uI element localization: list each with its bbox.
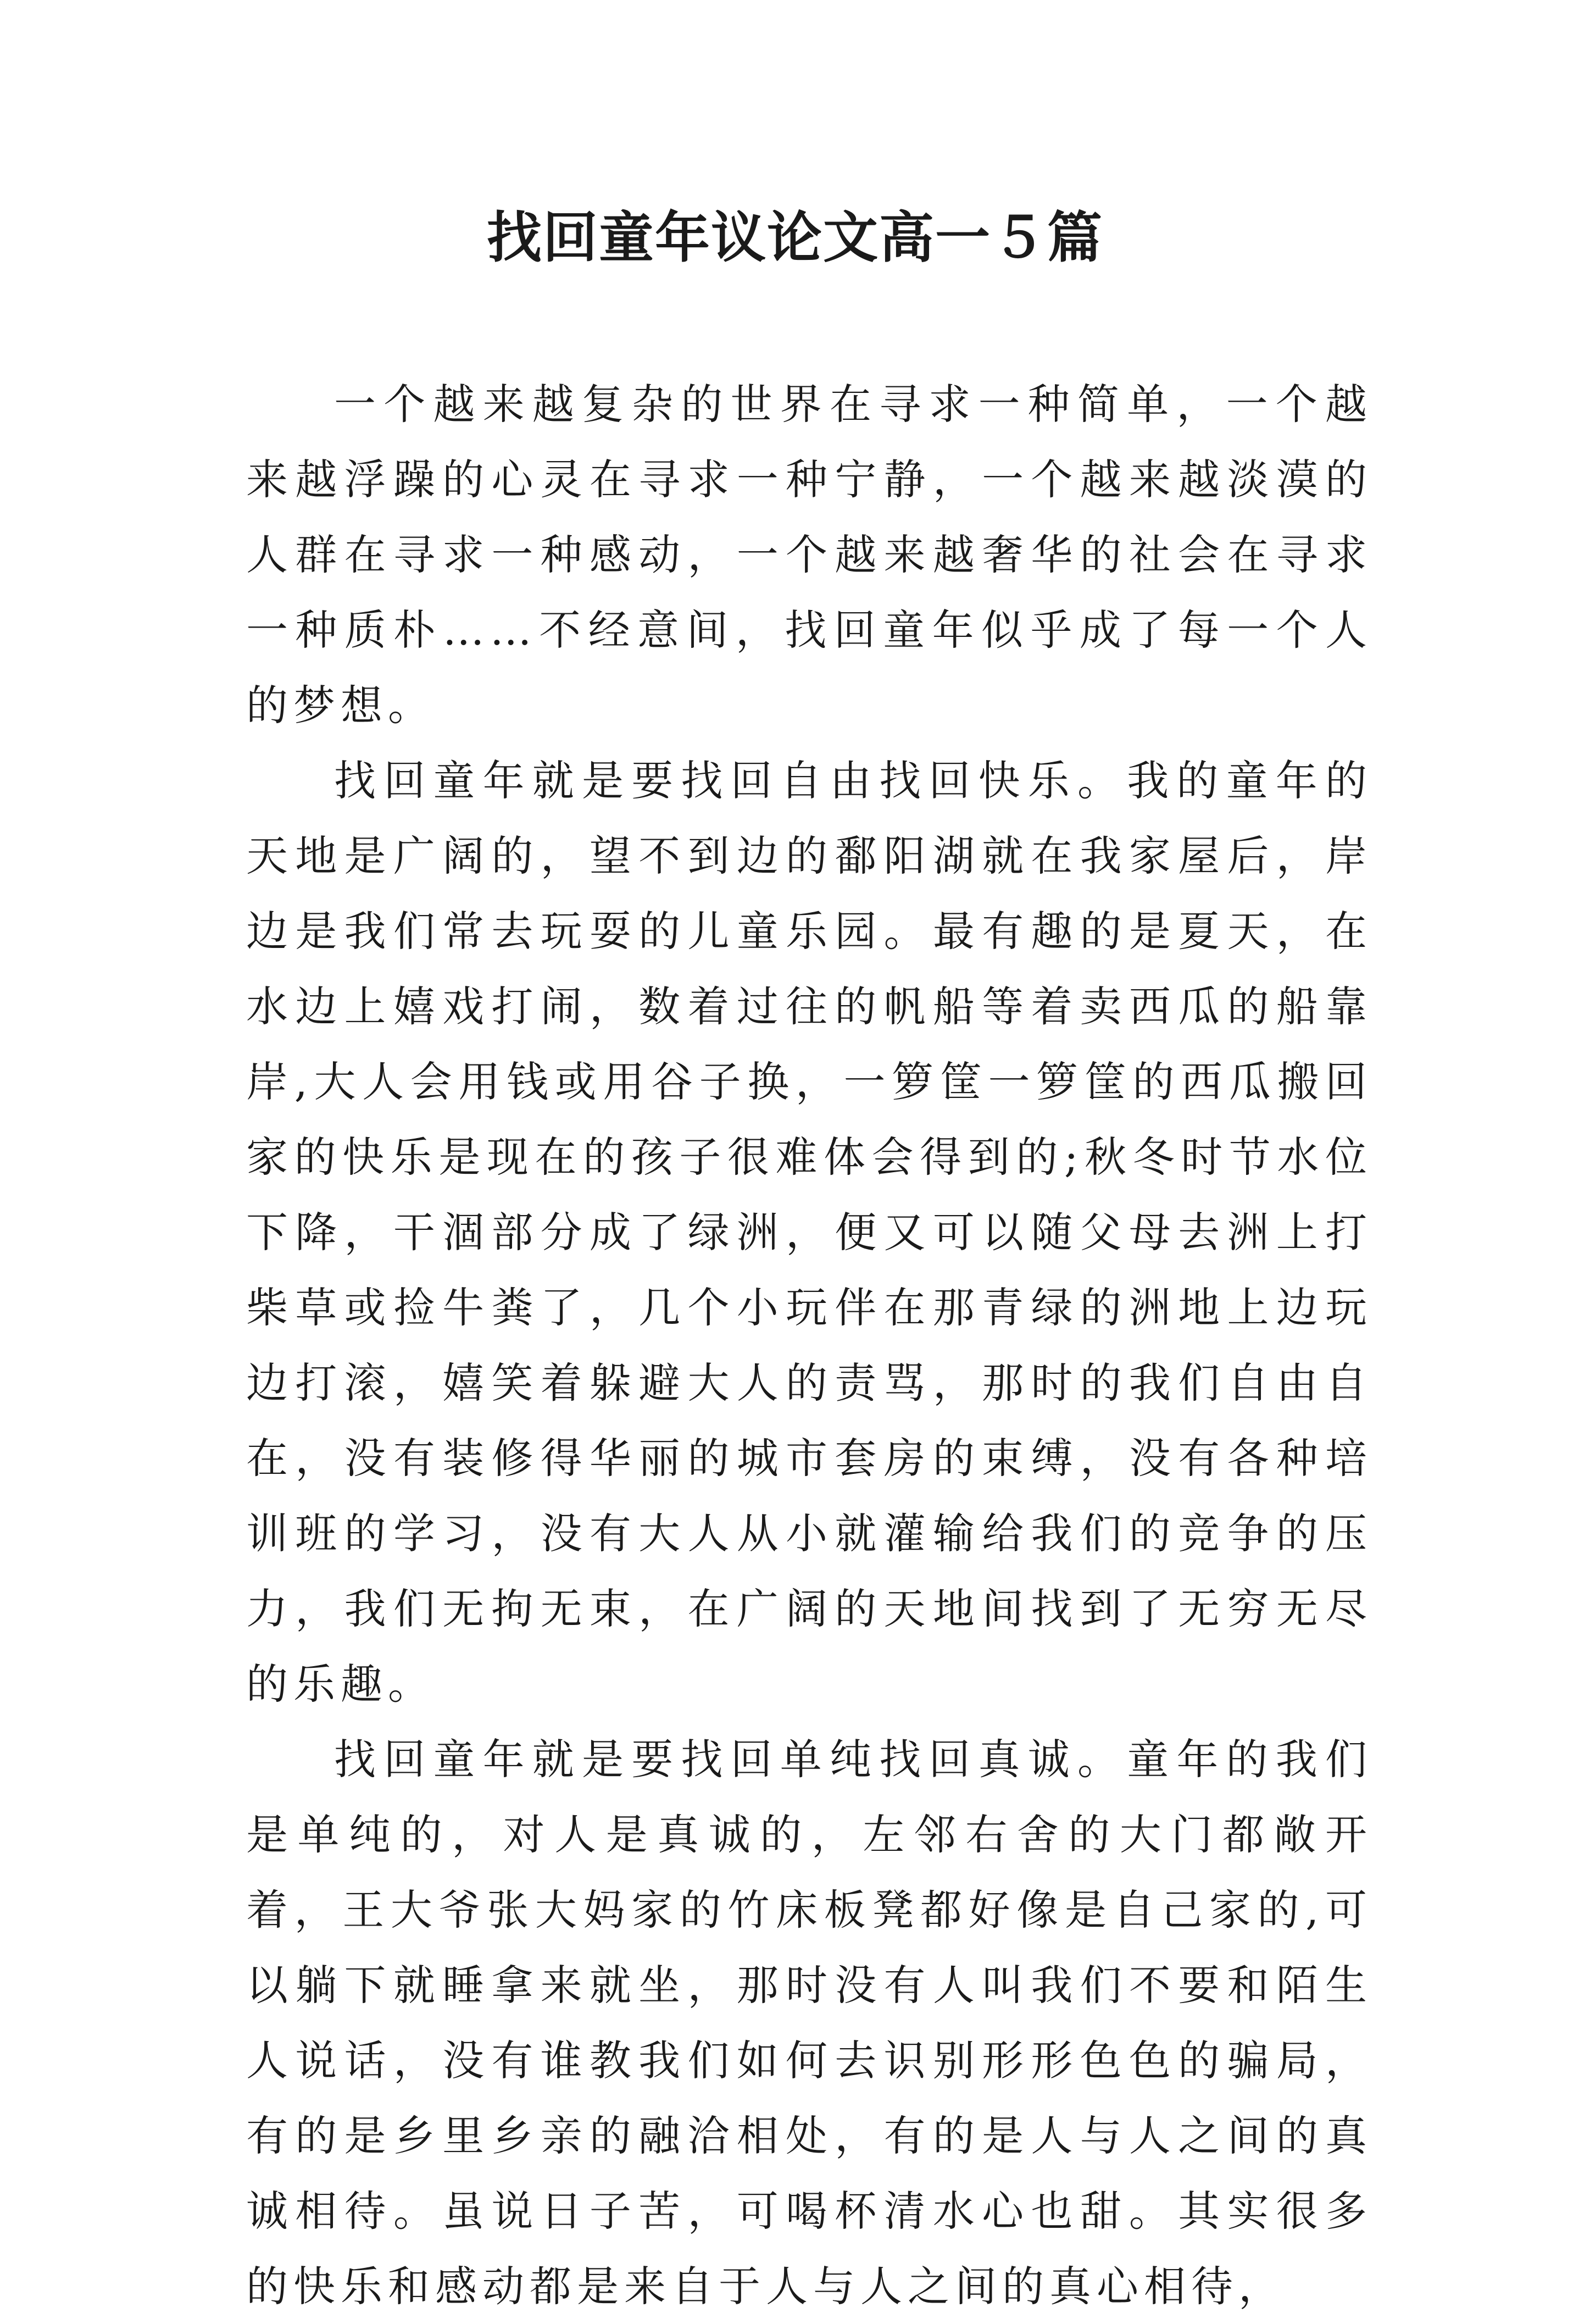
document-title: 找回童年议论文高一５篇 xyxy=(487,205,1103,270)
paragraph-1: 一个越来越复杂的世界在寻求一种简单，一个越来越浮躁的心灵在寻求一种宁静，一个越来越淡漠的人群在寻求一种感动，一个越来越奢华的社会在寻求一种质朴……不经意间，找回童年似乎成了每一个人的梦想。 xyxy=(246,380,1372,730)
paragraph-2: 找回童年就是要找回自由找回快乐。我的童年的天地是广阔的，望不到边的鄱阳湖就在我家屋后，岸边是我们常去玩耍的儿童乐园。最有趣的是夏天，在水边上嬉戏打闹，数着过往的帆船等着卖西瓜的船靠岸,大人会用钱或用谷子换，一箩筐一箩筐的西瓜搬回家的快乐是现在的孩子很难体会得到的;秋冬时节水位下降，干涸部分成了绿洲，便又可以随父母去洲上打柴草或捡牛粪了，几个小玩伴在那青绿的洲地上边玩边打滚，嬉笑着躲避大人的责骂，那时的我们自由自在，没有装修得华丽的城市套房的束缚，没有各种培训班的学习，没有大人从小就灌输给我们的竞争的压力，我们无拘无束，在广阔的天地间找到了无穷无尽的乐趣。 xyxy=(246,756,1372,1709)
document-body xyxy=(246,367,1372,2324)
paragraph-3: 找回童年就是要找回单纯找回真诚。童年的我们是单纯的，对人是真诚的，左邻右舍的大门都敞开着，王大爷张大妈家的竹床板凳都好像是自己家的,可以躺下就睡拿来就坐，那时没有人叫我们不要和陌生人说话，没有谁教我们如何去识别形形色色的骗局，有的是乡里乡亲的融洽相处，有的是人与人之间的真诚相待。虽说日子苦，可喝杯清水心也甜。其实很多的快乐和感动都是来自于人与人之间的真心相待， xyxy=(246,1735,1372,2311)
